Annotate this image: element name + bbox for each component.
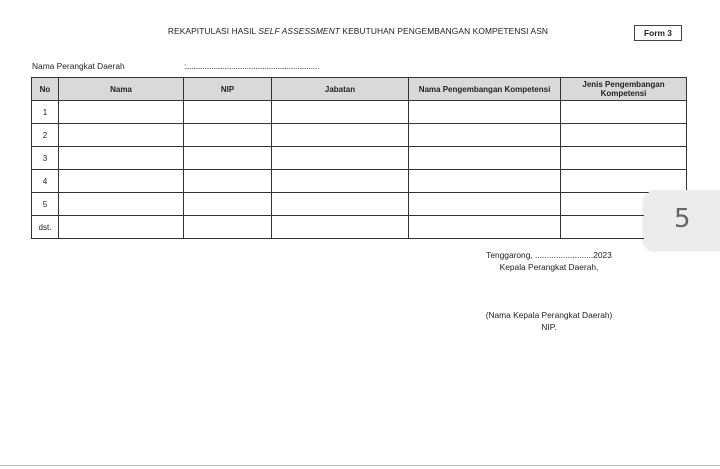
cell-nip	[184, 124, 272, 147]
row-number: 4	[32, 170, 59, 193]
org-label: Nama Perangkat Daerah	[32, 61, 125, 71]
signature-block-bottom	[470, 310, 628, 333]
title-text-end: KEBUTUHAN PENGEMBANGAN KOMPETENSI ASN	[339, 26, 549, 36]
cell-jabatan	[272, 101, 409, 124]
header-jabatan: Jabatan	[272, 78, 409, 101]
signer-position: Kepala Perangkat Daerah,	[499, 261, 599, 272]
cell-jabatan	[272, 216, 409, 239]
cell-nama	[59, 147, 184, 170]
table-row	[32, 193, 687, 216]
header-nip: NIP	[184, 78, 272, 101]
cell-nama-pengembangan	[409, 124, 561, 147]
cell-jenis-pengembangan	[561, 124, 687, 147]
form-number-badge: Form 3	[634, 25, 682, 41]
cell-nama	[59, 124, 184, 147]
cell-jabatan	[272, 170, 409, 193]
header-nama: Nama	[59, 78, 184, 101]
cell-nip	[184, 101, 272, 124]
row-number: dst.	[32, 216, 59, 239]
cell-nip	[184, 193, 272, 216]
title-text-italic: SELF ASSESSMENT	[258, 26, 340, 36]
header-nama-pengembangan: Nama Pengembangan Kompetensi	[409, 78, 561, 101]
cell-jabatan	[272, 124, 409, 147]
header-no: No	[32, 78, 59, 101]
cell-nama	[59, 170, 184, 193]
cell-nama-pengembangan	[409, 147, 561, 170]
row-number: 1	[32, 101, 59, 124]
row-number: 3	[32, 147, 59, 170]
signer-name: (Nama Kepala Perangkat Daerah)	[485, 310, 613, 320]
header-jenis-pengembangan: Jenis Pengembangan Kompetensi	[561, 78, 687, 101]
table-row	[32, 147, 687, 170]
table-row	[32, 101, 687, 124]
cell-nama-pengembangan	[409, 101, 561, 124]
table-row	[32, 170, 687, 193]
page-number-indicator[interactable]	[644, 190, 720, 250]
cell-nama	[59, 101, 184, 124]
page-bottom-divider	[0, 465, 720, 466]
cell-nip	[184, 216, 272, 239]
cell-nama	[59, 193, 184, 216]
table-header-row	[32, 78, 687, 101]
cell-nip	[184, 147, 272, 170]
page-number: 5	[674, 204, 691, 234]
recap-table	[31, 77, 687, 239]
place-date: Tenggarong, .........................2023	[486, 250, 612, 260]
cell-nama-pengembangan	[409, 216, 561, 239]
row-number: 2	[32, 124, 59, 147]
row-number: 5	[32, 193, 59, 216]
cell-nama	[59, 216, 184, 239]
cell-jenis-pengembangan	[561, 147, 687, 170]
cell-nama-pengembangan	[409, 170, 561, 193]
table-row	[32, 124, 687, 147]
cell-nip	[184, 170, 272, 193]
cell-jabatan	[272, 147, 409, 170]
signature-block-top	[470, 250, 628, 273]
cell-jenis-pengembangan	[561, 101, 687, 124]
document-title	[0, 26, 716, 36]
cell-jabatan	[272, 193, 409, 216]
signer-nip: NIP.	[541, 321, 557, 332]
table-row	[32, 216, 687, 239]
cell-nama-pengembangan	[409, 193, 561, 216]
title-text-start: REKAPITULASI HASIL	[167, 26, 259, 36]
org-value-placeholder: :.........................................................................	[184, 61, 320, 71]
